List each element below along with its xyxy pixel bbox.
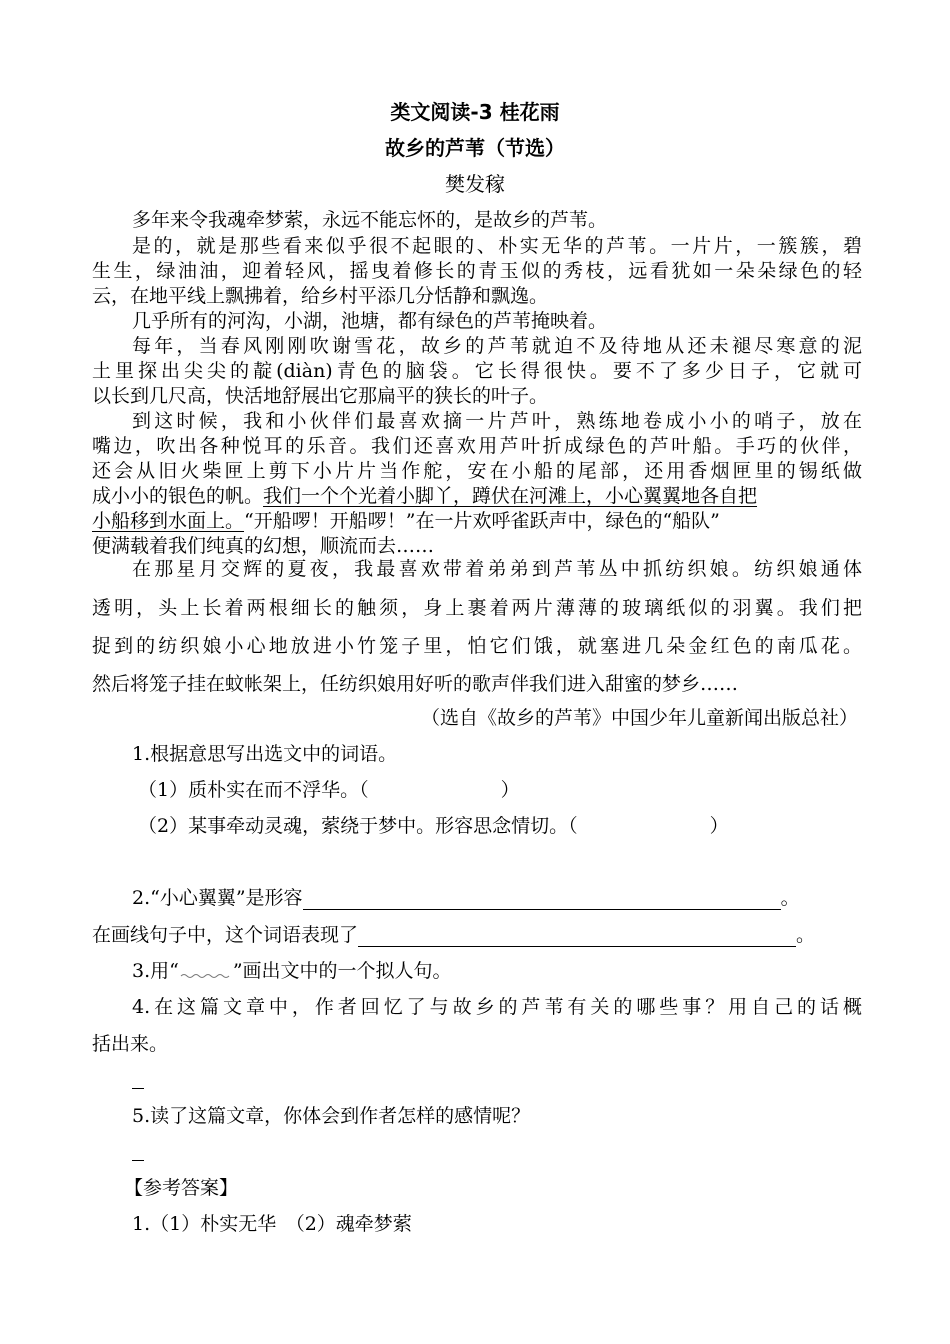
question-4-line-1: 4.在这篇文章中，作者回忆了与故乡的芦苇有关的哪些事？用自己的话概 bbox=[132, 996, 862, 1018]
plain-text: 成小小的银色的帆。 bbox=[92, 485, 264, 507]
question-2-line-2 bbox=[92, 923, 815, 947]
article-author: 樊发稼 bbox=[445, 172, 505, 196]
answer-1: 1.（1）朴实无华 （2）魂牵梦萦 bbox=[132, 1213, 412, 1235]
question-5: 5.读了这篇文章，你体会到作者怎样的感情呢？ bbox=[132, 1105, 531, 1127]
paragraph-4-line-1: 每年，当春风刚刚吹谢雪花，故乡的芦苇就迫不及待地从还未褪尽寒意的泥 bbox=[132, 335, 862, 357]
question-2-text-2: 在画线句子中，这个词语表现了 bbox=[92, 924, 359, 946]
answer-line-2a[interactable] bbox=[303, 889, 781, 910]
question-3-text: 3.用“ bbox=[132, 960, 179, 982]
underlined-sentence-part-1: 我们一个个光着小脚丫，蹲伏在河滩上，小心翼翼地各自把 bbox=[263, 485, 758, 507]
question-3-text-2: ”画出文中的一个拟人句。 bbox=[232, 960, 452, 982]
paragraph-6-line-1: 在那星月交辉的夏夜，我最喜欢带着弟弟到芦苇丛中抓纺织娘。纺织娘通体 bbox=[132, 558, 862, 580]
document-heading: 类文阅读-3 桂花雨 bbox=[390, 100, 560, 124]
question-2-line-1 bbox=[132, 886, 800, 910]
paragraph-5-line-6: 便满载着我们纯真的幻想，顺流而去…… bbox=[92, 535, 435, 557]
period: 。 bbox=[780, 887, 800, 909]
paragraph-5-line-2: 嘴边，吹出各种悦耳的乐音。我们还喜欢用芦叶折成绿色的芦叶船。手巧的伙伴， bbox=[92, 435, 862, 457]
paragraph-5-line-5 bbox=[92, 509, 862, 533]
paragraph-2-line-3: 云，在地平线上飘拂着，给乡村平添几分恬静和飘逸。 bbox=[92, 285, 549, 307]
closing-paren: ） bbox=[709, 815, 729, 837]
question-4-line-2: 括出来。 bbox=[92, 1033, 169, 1055]
source-citation: （选自《故乡的芦苇》中国少年儿童新闻出版总社） bbox=[420, 707, 858, 729]
question-1-1 bbox=[138, 778, 520, 802]
question-1: 1.根据意思写出选文中的词语。 bbox=[132, 743, 398, 765]
plain-text: “开船啰！开船啰！”在一片欢呼雀跃声中，绿色的“船队” bbox=[244, 510, 720, 532]
question-1-2-text: （2）某事牵动灵魂，萦绕于梦中。形容思念情切。（ bbox=[138, 815, 578, 837]
answer-line-2b[interactable] bbox=[358, 926, 796, 947]
answer-line-4[interactable] bbox=[132, 1088, 144, 1089]
paragraph-5-line-1: 到这时候，我和小伙伴们最喜欢摘一片芦叶，熟练地卷成小小的哨子，放在 bbox=[132, 410, 862, 432]
closing-paren: ） bbox=[500, 779, 520, 801]
wavy-line-icon bbox=[179, 965, 233, 979]
paragraph-6-line-3: 捉到的纺织娘小心地放进小竹笼子里，怕它们饿，就塞进几朵金红色的南瓜花。 bbox=[92, 635, 862, 657]
paragraph-6-line-4: 然后将笼子挂在蚊帐架上，任纺织娘用好听的歌声伴我们进入甜蜜的梦乡…… bbox=[92, 673, 739, 695]
period: 。 bbox=[796, 924, 816, 946]
answer-line-5[interactable] bbox=[132, 1160, 144, 1161]
paragraph-4-line-3: 以长到几尺高，快活地舒展出它那扁平的狭长的叶子。 bbox=[92, 385, 549, 407]
paragraph-1: 多年来令我魂牵梦萦，永远不能忘怀的，是故乡的芦苇。 bbox=[132, 209, 608, 231]
paragraph-5-line-4 bbox=[92, 484, 862, 508]
article-title: 故乡的芦苇（节选） bbox=[385, 136, 565, 160]
question-1-1-text: （1）质朴实在而不浮华。（ bbox=[138, 779, 369, 801]
paragraph-2-line-1: 是的，就是那些看来似乎很不起眼的、朴实无华的芦苇。一片片，一簇簇，碧 bbox=[132, 235, 862, 257]
question-3 bbox=[132, 959, 452, 983]
paragraph-2-line-2: 生生，绿油油，迎着轻风，摇曳着修长的青玉似的秀枝，远看犹如一朵朵绿色的轻 bbox=[92, 260, 862, 282]
question-2-text: 2.“小心翼翼”是形容 bbox=[132, 887, 303, 909]
paragraph-3: 几乎所有的河沟，小湖，池塘，都有绿色的芦苇掩映着。 bbox=[132, 310, 608, 332]
question-1-2 bbox=[138, 814, 729, 838]
answer-key-header: 【参考答案】 bbox=[124, 1177, 239, 1199]
underlined-sentence-part-2: 小船移到水面上。 bbox=[92, 510, 245, 532]
paragraph-6-line-2: 透明，头上长着两根细长的触须，身上裹着两片薄薄的玻璃纸似的羽翼。我们把 bbox=[92, 597, 862, 619]
paragraph-5-line-3: 还会从旧火柴匣上剪下小片片当作舵，安在小船的尾部，还用香烟匣里的锡纸做 bbox=[92, 460, 862, 482]
paragraph-4-line-2: 土里探出尖尖的靛(diàn)青色的脑袋。它长得很快。要不了多少日子，它就可 bbox=[92, 360, 862, 382]
